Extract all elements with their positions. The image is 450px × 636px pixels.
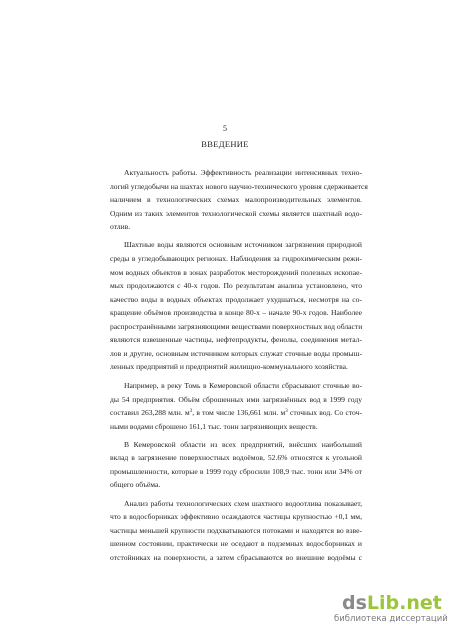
text-fragment: сточных вод. Со сточ- (287, 408, 362, 417)
text-line: кращение объёмов производства в конце 80-х – начале 90-х годов. Наиболее (110, 308, 362, 317)
text-line: отлив. (110, 222, 131, 231)
text-line: ленных предприятий и предприятий жилищно-коммунального хозяйства. (110, 362, 348, 371)
watermark-caption: библиотека диссертаций (334, 614, 448, 624)
text-fragment: составил 263,288 млн. м (110, 408, 190, 417)
text-line: В Кемеровской области из всех предприятий, внёсших наибольший (124, 440, 362, 449)
text-line: отстойниках на поверхности, а затем сбрасываются во внешние водоёмы с (110, 553, 362, 562)
text-line: частицы меньшей крупности подхватываются потоками и находятся во взве- (110, 526, 362, 535)
text-line: лов и другие, основным источником которых служат сточные воды промыш- (110, 349, 362, 358)
text-line: Одним из таких элементов технологической схемы является шахтный водо- (110, 209, 362, 218)
text-line: Например, в реку Томь в Кемеровской области сбрасывают сточные во- (124, 381, 362, 390)
text-line: среды в угледобывающих регионах. Наблюдения за гидрохимическим режи- (110, 254, 362, 263)
watermark-logo (334, 592, 448, 632)
text-line: общего объёма. (110, 480, 161, 489)
text-line: вклад в загрязнение поверхностных водоёмов, 52.6% относятся к угольной (110, 453, 362, 462)
superscript: 3 (285, 409, 288, 414)
text-line: Актуальность работы. Эффективность реализации интенсивных техно- (124, 168, 362, 177)
watermark-logo-text: dsLib.net (342, 592, 442, 614)
page-number: 5 (223, 124, 227, 133)
text-line: ными водами сброшено 161,1 тыс. тонн загрязняющих веществ. (110, 422, 318, 431)
text-line: шенном состоянии, практически не оседают в подземных водосборниках и (110, 539, 362, 548)
text-line: мых продолжаются с 40-х годов. По результатам анализа установлено, что (110, 281, 362, 290)
text-line: промышленности, которые в 1999 году сбросили 108,9 тыс. тонн или 34% от (110, 467, 362, 476)
text-line: наличием в технологических схемах малопроизводительных элементов. (110, 195, 362, 204)
text-line (110, 408, 362, 417)
text-line: Шахтные воды являются основным источником загрязнения природной (124, 240, 362, 249)
text-line: Анализ работы технологических схем шахтного водоотлива показывает, (124, 499, 362, 508)
page-title: ВВЕДЕНИЕ (201, 139, 249, 149)
superscript: 3 (189, 409, 193, 414)
text-fragment: , в том числе 136,661 млн. м (192, 408, 286, 417)
text-line: качество воды в водных объектах продолжает ухудшаться, несмотря на со- (110, 295, 362, 304)
text-line: логий угледобычи на шахтах нового научно-технического уровня сдерживается (110, 182, 368, 191)
text-line: что в водосборниках эффективно осаждаются частицы крупностью +0,1 мм, (110, 512, 362, 521)
text-line: являются взвешенные частицы, нефтепродукты, фенолы, соединения метал- (110, 335, 362, 344)
text-line: мом водных объектов в зонах разработок месторождений полезных ископае- (110, 268, 362, 277)
text-line: распространёнными загрязняющими веществами поверхностных вод области (110, 322, 363, 331)
text-line: ды 54 предприятия. Объём сброшенных ими загрязнённых вод в 1999 году (110, 395, 362, 404)
